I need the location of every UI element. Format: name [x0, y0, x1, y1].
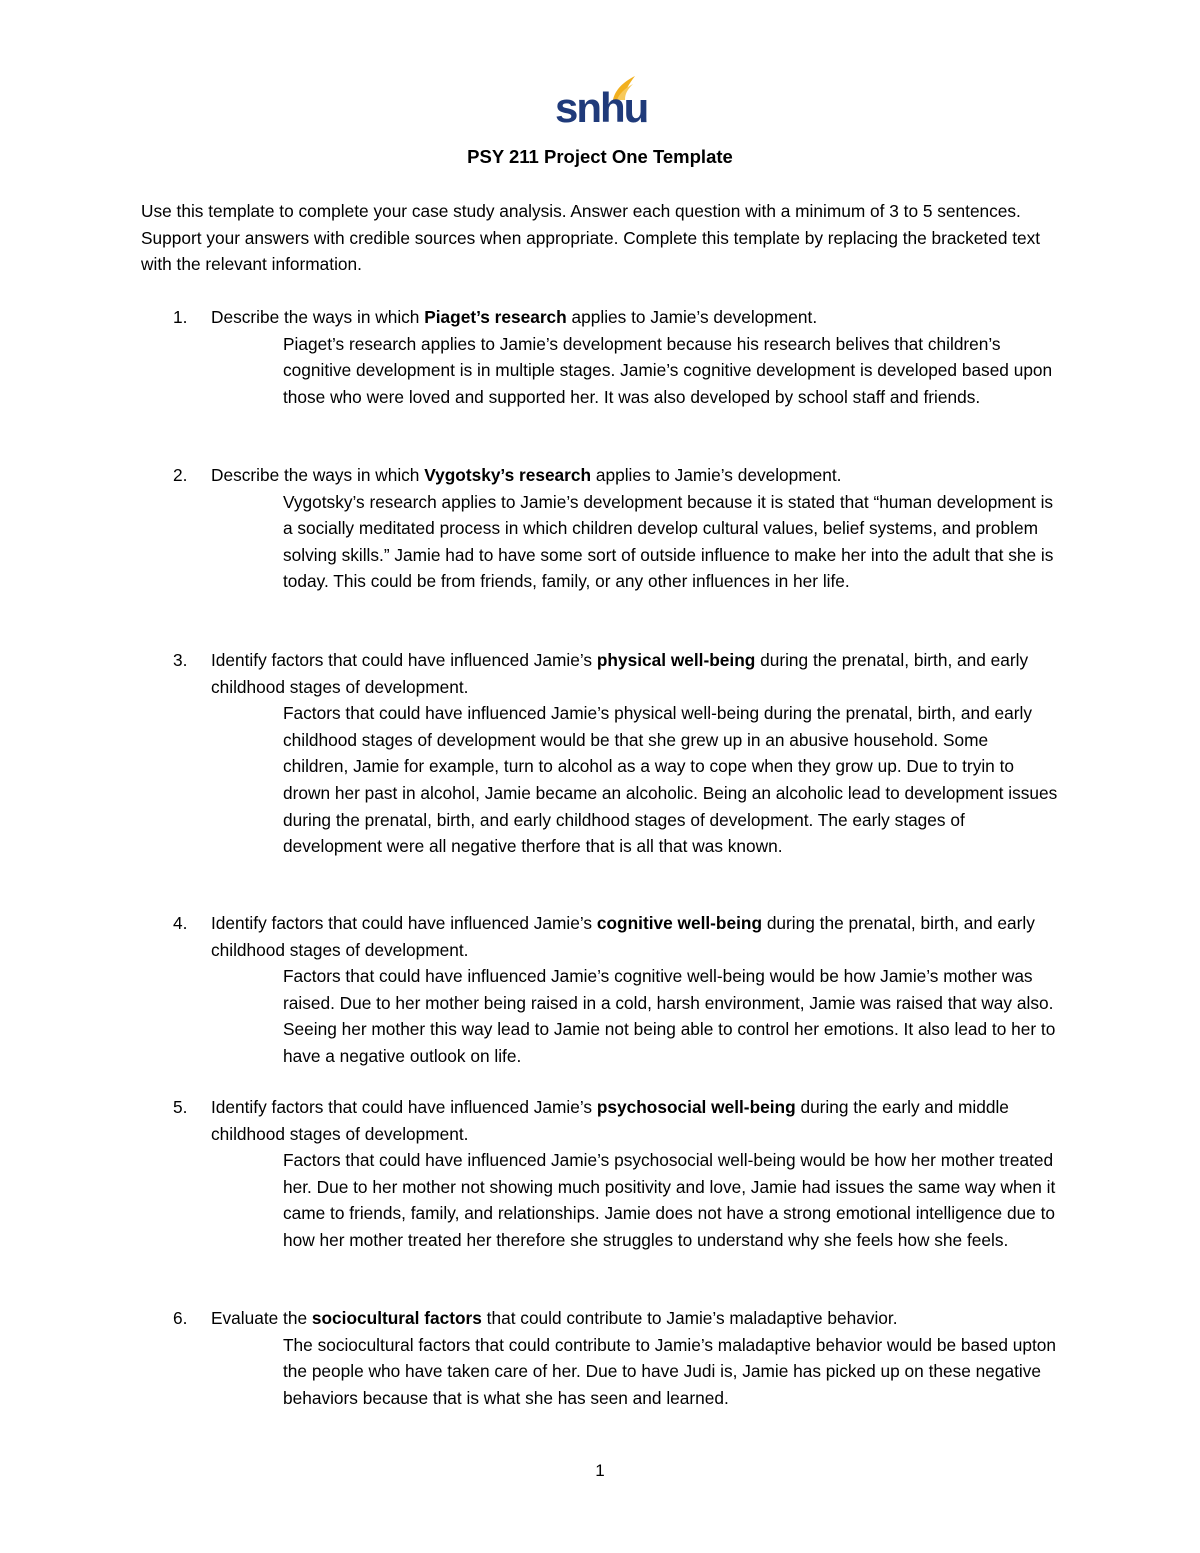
- instructions-paragraph: Use this template to complete your case study analysis. Answer each question with a minimum of 3 to 5 sentences. Support your answers with credible sources when appropriate. Complete this template by replacing the bracketed text with the relevant information.: [141, 201, 1041, 275]
- snhu-logo: [555, 74, 648, 132]
- question-answer: Vygotsky’s research applies to Jamie’s development because it is stated that “human development is a socially meditated process in which children develop cultural values, belief systems, and problem solving skills.” Jamie had to have some sort of outside influence to make her into the adult that she is today. This could be from friends, family, or any other influences in her life.: [283, 491, 1054, 592]
- question-prompt: Identify factors that could have influenced Jamie’s cognitive well-being during the prenatal, birth, and early childhood stages of development.: [211, 913, 1035, 960]
- question-answer: The sociocultural factors that could contribute to Jamie’s maladaptive behavior would be based upton the people who have taken care of her. Due to have Judi is, Jamie has picked up on these negative behaviors because that is what she has seen and learned.: [283, 1334, 1056, 1408]
- document-title: PSY 211 Project One Template: [467, 146, 733, 167]
- question-prompt: Identify factors that could have influenced Jamie’s psychosocial well-being during the early and middle childhood stages of development.: [211, 1097, 1009, 1144]
- question-prompt: Evaluate the sociocultural factors that could contribute to Jamie’s maladaptive behavior.: [211, 1308, 898, 1328]
- page-number: 1: [595, 1461, 605, 1480]
- question-prompt: Identify factors that could have influenced Jamie’s physical well-being during the prenatal, birth, and early childhood stages of development.: [211, 650, 1029, 697]
- question-prompt: Describe the ways in which Vygotsky’s research applies to Jamie’s development.: [211, 465, 842, 485]
- question-4: [141, 910, 1066, 1070]
- logo-wordmark: snhu: [555, 84, 648, 131]
- question-answer: Factors that could have influenced Jamie’s cognitive well-being would be how Jamie’s mother was raised. Due to her mother being raised in a cold, harsh environment, Jamie was raised that way also. Seeing her mother this way lead to Jamie not being able to control her emotions. It also lead to her to have a negative outlook on life.: [283, 966, 1056, 1066]
- question-answer: Piaget’s research applies to Jamie’s development because his research belives that children’s cognitive development is in multiple stages. Jamie’s cognitive development is developed based upon those who were loved and supported her. It was also developed by school staff and friends.: [283, 333, 1053, 407]
- question-2: [141, 462, 1066, 595]
- question-answer: Factors that could have influenced Jamie’s physical well-being during the prenatal, birth, and early childhood stages of development would be that she grew up in an abusive household. Some children, Jamie for example, turn to alcohol as a way to cope when they grow up. Due to tryin to drown her past in alcohol, Jamie became an alcoholic. Being an alcoholic lead to development issues during the prenatal, birth, and early childhood stages of development. The early stages of development were all negative therfore that is all that was known.: [283, 703, 1058, 857]
- question-6: [141, 1305, 1066, 1411]
- question-3: [141, 647, 1066, 860]
- question-prompt: Describe the ways in which Piaget’s research applies to Jamie’s development.: [211, 307, 818, 327]
- question-number: 2.: [173, 465, 188, 485]
- question-answer: Factors that could have influenced Jamie’s psychosocial well-being would be how her mother treated her. Due to her mother not showing much positivity and love, Jamie had issues the same way when it came to friends, family, and relationships. Jamie does not have a strong emotional intelligence due to how her mother treated her therefore she struggles to understand why she feels how she feels.: [283, 1150, 1056, 1250]
- question-number: 4.: [173, 913, 188, 933]
- question-5: [141, 1094, 1066, 1254]
- question-1: [141, 304, 1066, 410]
- question-number: 6.: [173, 1308, 188, 1328]
- question-number: 1.: [173, 307, 188, 327]
- question-number: 5.: [173, 1097, 188, 1117]
- question-number: 3.: [173, 650, 188, 670]
